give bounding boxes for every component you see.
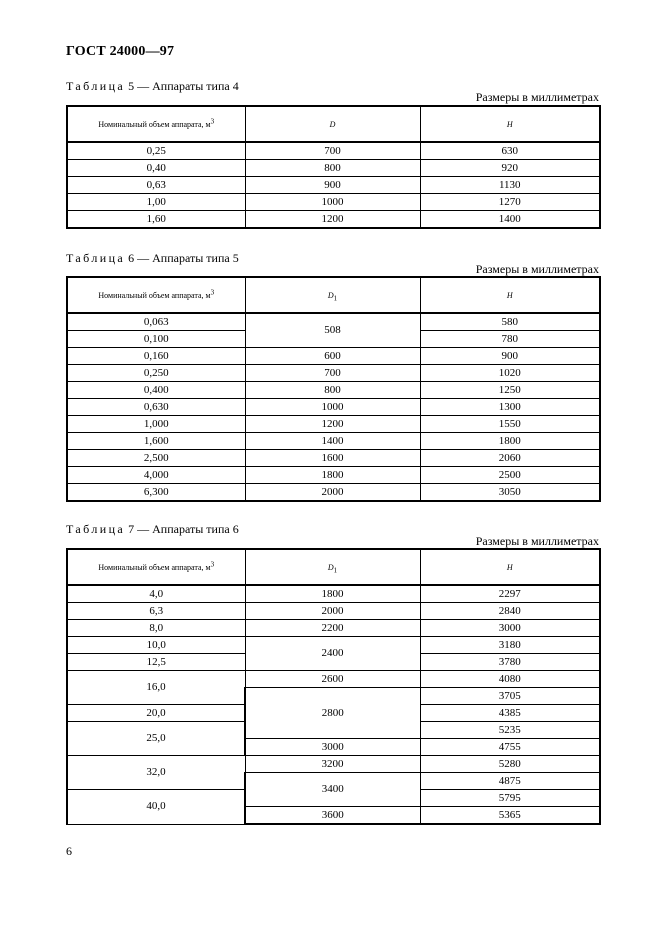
cell: 3050 [420,484,600,502]
column-header-diameter: $D_1$ [245,277,420,313]
cell: 800 [245,160,420,177]
cell: 1550 [420,416,600,433]
cell: 2500 [420,467,600,484]
table-row [67,313,600,331]
diameter-cell: 3200 [245,756,420,773]
cell: 1000 [245,194,420,211]
height-cell: 2840 [420,603,600,620]
cell: 0,100 [67,331,245,348]
height-cell: 4875 [420,773,600,790]
height-cell: 5280 [420,756,600,773]
column-header-diameter: $D_1$ [245,549,420,585]
cell: 780 [420,331,600,348]
cell: 630 [420,142,600,160]
table5-caption [66,79,239,94]
cell: 1600 [245,450,420,467]
page-number: 6 [66,844,72,858]
height-cell: 4385 [420,705,600,722]
document-header: ГОСТ 24000—97 [66,44,175,59]
volume-cell: 40,0 [67,790,245,825]
column-header-volume: Номинальный объем аппарата, $м^3$ [67,277,245,313]
table5-caption-word: Таблица [66,79,126,93]
cell: 1270 [420,194,600,211]
cell: 800 [245,382,420,399]
volume-cell: 6,3 [67,603,245,620]
cell: 2060 [420,450,600,467]
cell: 700 [245,365,420,382]
table-header-row [67,106,600,142]
cell: 1200 [245,211,420,229]
cell: 508 [245,313,420,348]
table-row [67,399,600,416]
table-row [67,484,600,502]
diameter-cell: 2200 [245,620,420,637]
table7-caption-word: Таблица [66,522,126,536]
cell: 1400 [420,211,600,229]
table-row [67,177,600,194]
column-header-volume: Номинальный объем аппарата, $м^3$ [67,106,245,142]
cell: 1130 [420,177,600,194]
column-header-height: H [420,277,600,313]
diameter-cell: 2800 [245,688,420,739]
table-row [67,365,600,382]
cell: 0,40 [67,160,245,177]
diameter-cell: 2000 [245,603,420,620]
table5 [66,105,601,229]
volume-cell: 16,0 [67,671,245,705]
volume-cell: 32,0 [67,756,245,790]
table-header-row [67,277,600,313]
cell: 700 [245,142,420,160]
table-row [67,467,600,484]
table6-caption-title: 6 — Аппараты типа 5 [128,251,239,265]
cell: 1000 [245,399,420,416]
volume-cell: 4,0 [67,585,245,603]
cell: 1200 [245,416,420,433]
height-cell: 3180 [420,637,600,654]
height-cell: 2297 [420,585,600,603]
volume-cell: 12,5 [67,654,245,671]
table-row [67,756,600,773]
diameter-cell: 2600 [245,671,420,688]
cell: 900 [245,177,420,194]
table6-units: Размеры в миллиметрах [475,262,599,276]
cell: 0,063 [67,313,245,331]
cell: 1800 [245,467,420,484]
volume-cell: 25,0 [67,722,245,756]
cell: 6,300 [67,484,245,502]
cell: 1,600 [67,433,245,450]
table-row [67,348,600,365]
cell: 0,25 [67,142,245,160]
cell: 2000 [245,484,420,502]
cell: 1800 [420,433,600,450]
cell: 1400 [245,433,420,450]
table5-units: Размеры в миллиметрах [475,90,599,104]
table-row [67,620,600,637]
table6-caption-word: Таблица [66,251,126,265]
diameter-cell: 2400 [245,637,420,671]
height-cell: 4755 [420,739,600,756]
table7-caption [66,522,239,537]
cell: 0,400 [67,382,245,399]
cell: 1300 [420,399,600,416]
cell: 1020 [420,365,600,382]
cell: 0,63 [67,177,245,194]
cell: 920 [420,160,600,177]
cell: 1250 [420,382,600,399]
table-row [67,433,600,450]
volume-cell: 8,0 [67,620,245,637]
table7 [66,548,601,825]
cell: 900 [420,348,600,365]
table-row [67,194,600,211]
volume-cell: 10,0 [67,637,245,654]
column-header-volume: Номинальный объем аппарата, $м^3$ [67,549,245,585]
height-cell: 3000 [420,620,600,637]
cell: 0,630 [67,399,245,416]
cell: 600 [245,348,420,365]
table6-caption [66,251,239,266]
cell: 4,000 [67,467,245,484]
cell: 1,00 [67,194,245,211]
column-header-diameter: D [245,106,420,142]
table-row [67,160,600,177]
height-cell: 3705 [420,688,600,705]
table7-units: Размеры в миллиметрах [475,534,599,548]
cell: 1,000 [67,416,245,433]
cell: 0,250 [67,365,245,382]
cell: 580 [420,313,600,331]
table-row [67,382,600,399]
diameter-cell: 3600 [245,807,420,825]
column-header-height: H [420,549,600,585]
diameter-cell: 1800 [245,585,420,603]
table-row [67,671,600,688]
table-row [67,603,600,620]
height-cell: 4080 [420,671,600,688]
table-header-row [67,549,600,585]
cell: 0,160 [67,348,245,365]
cell: 1,60 [67,211,245,229]
table-row [67,450,600,467]
volume-cell: 20,0 [67,705,245,722]
diameter-cell: 3000 [245,739,420,756]
height-cell: 5795 [420,790,600,807]
table-row [67,416,600,433]
height-cell: 5365 [420,807,600,825]
cell: 2,500 [67,450,245,467]
diameter-cell: 3400 [245,773,420,807]
table6 [66,276,601,502]
table7-caption-title: 7 — Аппараты типа 6 [128,522,239,536]
table-row [67,585,600,603]
table-row [67,637,600,654]
table-row [67,142,600,160]
height-cell: 3780 [420,654,600,671]
height-cell: 5235 [420,722,600,739]
table-row [67,211,600,229]
column-header-height: H [420,106,600,142]
table5-caption-title: 5 — Аппараты типа 4 [128,79,239,93]
